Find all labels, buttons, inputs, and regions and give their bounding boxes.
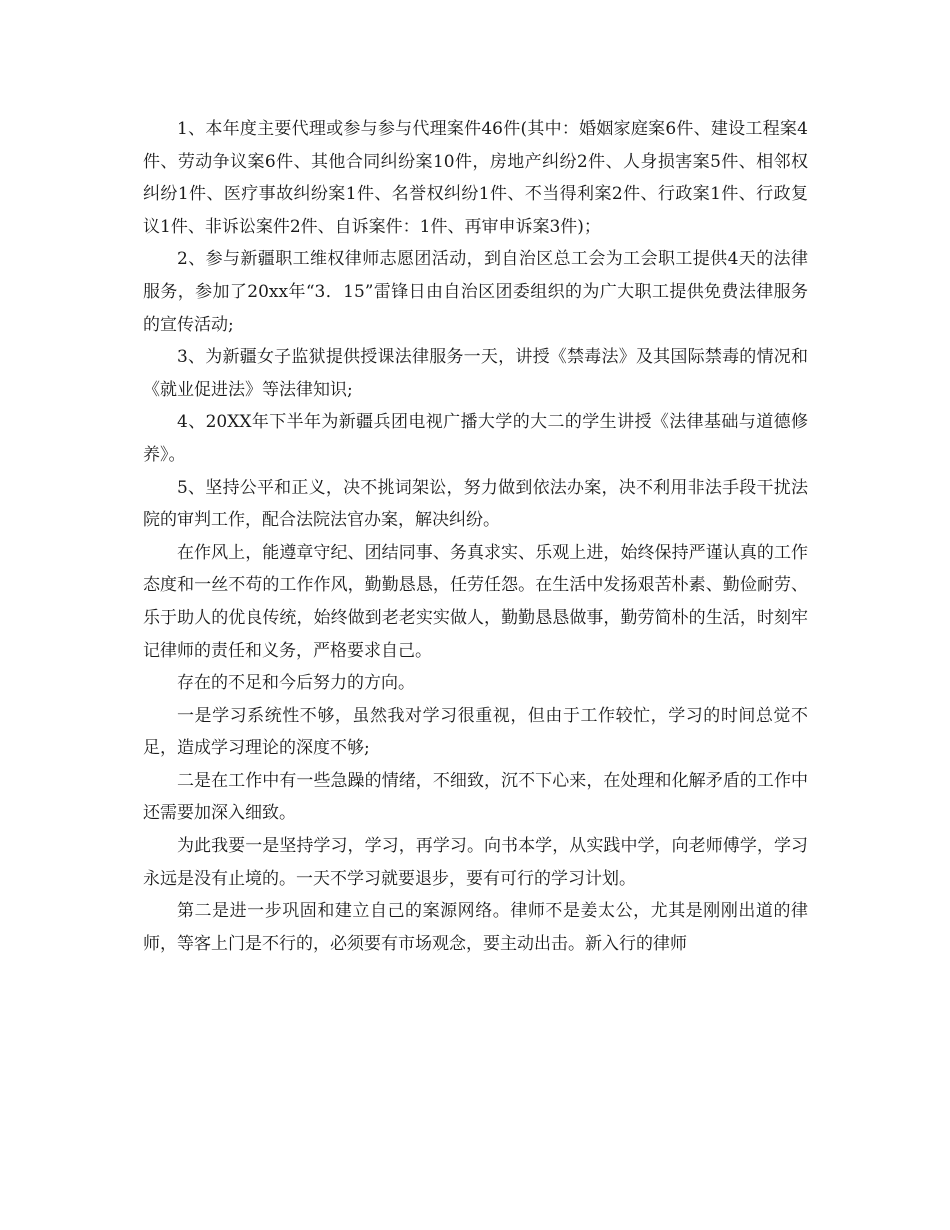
paragraph-shortcoming-two: 二是在工作中有一些急躁的情绪，不细致，沉不下心来，在处理和化解矛盾的工作中还需要加深入细致。 (143, 770, 808, 824)
paragraph-prison-lecture: 3、为新疆女子监狱提供授课法律服务一天，讲授《禁毒法》及其国际禁毒的情况和《就业促进法》等法律知识; (143, 347, 808, 400)
paragraph-work-style: 在作风上，能遵章守纪、团结同事、务真求实、乐观上进，始终保持严谨认真的工作态度和一丝不苟的工作作风，勤勤恳恳，任劳任怨。在生活中发扬艰苦朴素、勤俭耐劳、乐于助人的优良传统，始终做到老老实实做人，勤勤恳恳做事，勤劳简朴的生活，时刻牢记律师的责任和义务，严格要求自己。 (143, 542, 808, 661)
paragraph-plan-network: 第二是进一步巩固和建立自己的案源网络。律师不是姜太公，尤其是刚刚出道的律师，等客上门是不行的，必须要有市场观念，要主动出击。新入行的律师 (143, 901, 808, 954)
paragraph-volunteer-activity: 2、参与新疆职工维权律师志愿团活动，到自治区总工会为工会职工提供4天的法律服务，参加了20xx年“3．15”雷锋日由自治区团委组织的为广大职工提供免费法律服务的宣传活动; (143, 249, 808, 335)
paragraph-cases-summary: 1、本年度主要代理或参与参与代理案件46件(其中：婚姻家庭案6件、建设工程案4件、劳动争议案6件、其他合同纠纷案10件，房地产纠纷2件、人身损害案5件、相邻权纠纷1件、医疗事故纠纷案1件、名誉权纠纷1件、不当得利案2件、行政案1件、行政复议1件、非诉讼案件2件、自诉案件：1件、再审申诉案3件)； (143, 119, 808, 237)
paragraph-plan-study: 为此我要一是坚持学习，学习，再学习。向书本学，从实践中学，向老师傅学，学习永远是没有止境的。一天不学习就要退步，要有可行的学习计划。 (143, 836, 808, 889)
paragraph-university-lecture: 4、20XX年下半年为新疆兵团电视广播大学的大二的学生讲授《法律基础与道德修养》。 (143, 412, 808, 465)
document-body (143, 113, 808, 960)
paragraph-fairness: 5、坚持公平和正义，决不挑词架讼，努力做到依法办案，决不利用非法手段干扰法院的审判工作，配合法院法官办案，解决纠纷。 (143, 477, 808, 531)
paragraph-shortcomings-heading: 存在的不足和今后努力的方向。 (177, 673, 415, 694)
paragraph-shortcoming-one: 一是学习系统性不够，虽然我对学习很重视，但由于工作较忙，学习的时间总觉不足，造成学习理论的深度不够; (143, 705, 808, 759)
